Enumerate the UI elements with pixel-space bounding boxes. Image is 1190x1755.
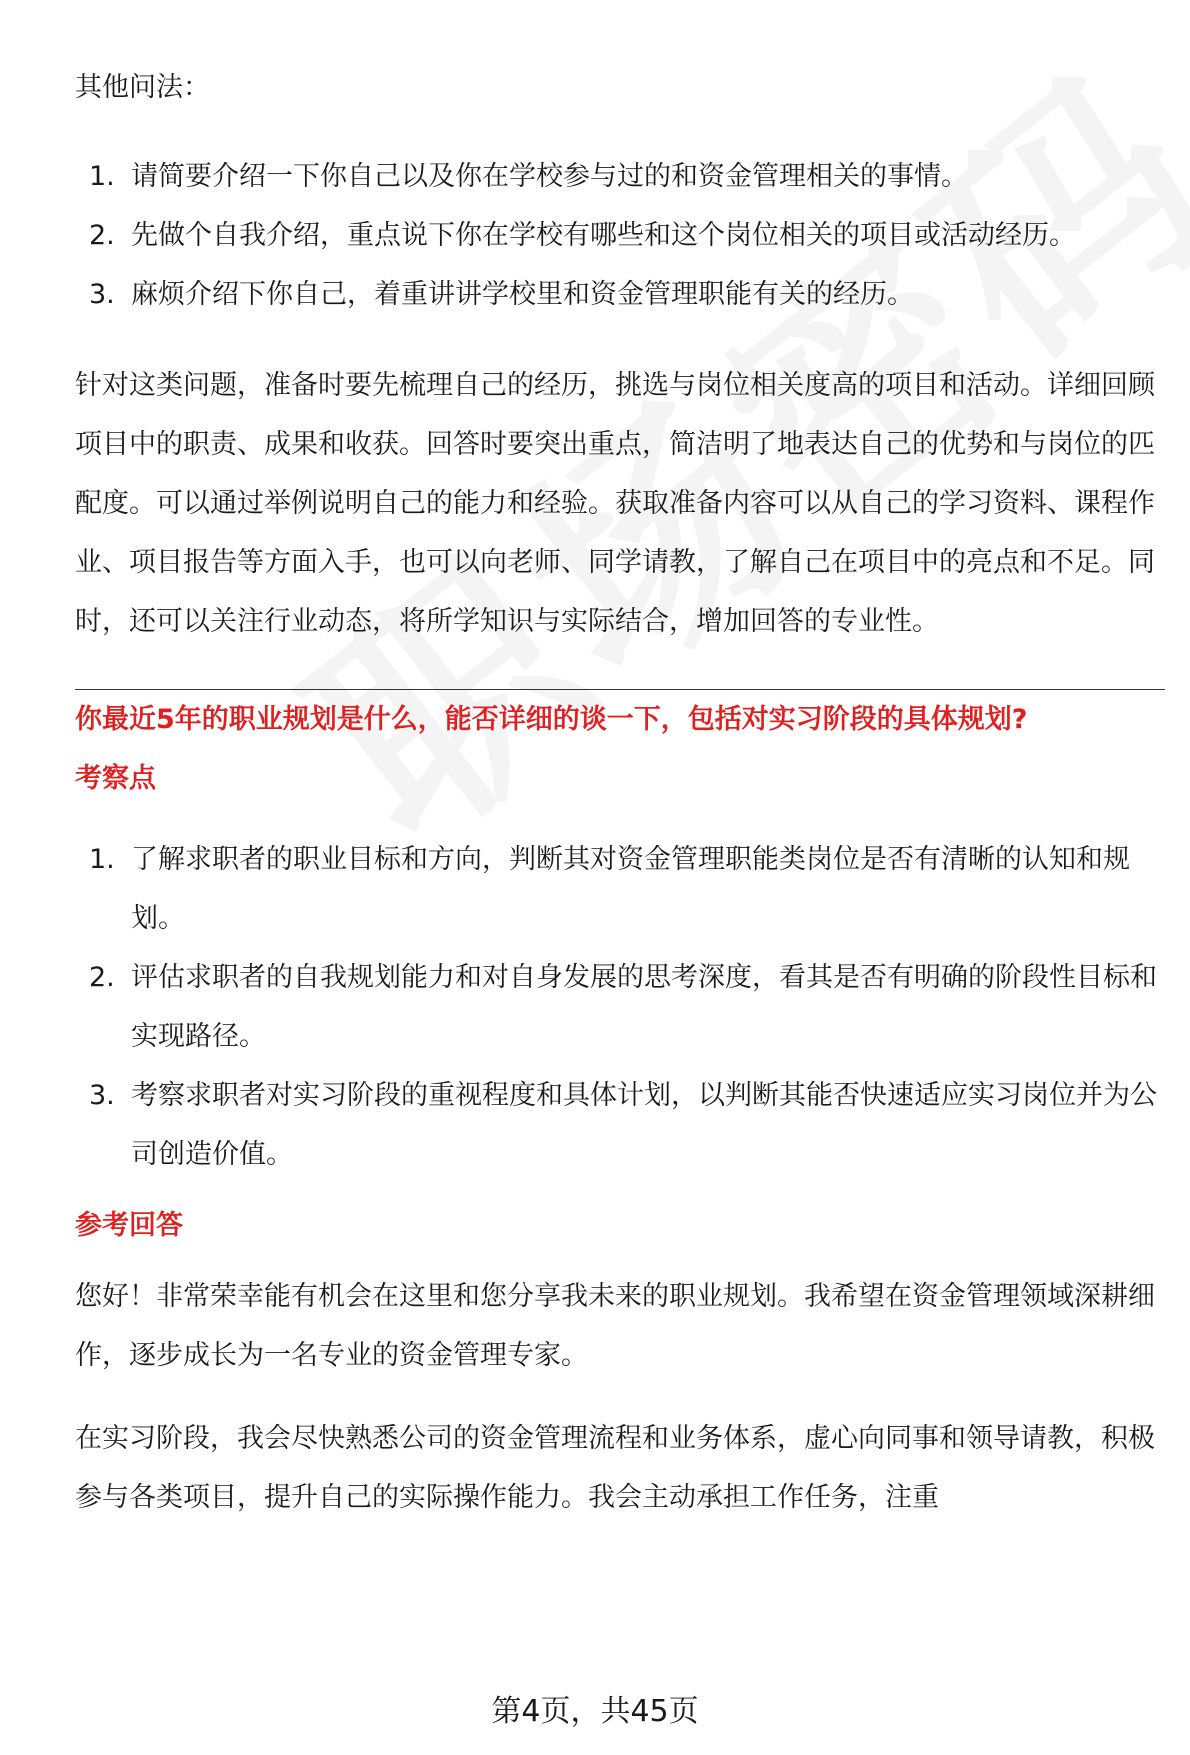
list-number: 3. [89, 279, 115, 310]
list-number: 1. [89, 844, 115, 875]
list-item [75, 948, 1165, 1066]
list-number: 3. [89, 1080, 115, 1111]
answer-paragraph: 在实习阶段，我会尽快熟悉公司的资金管理流程和业务体系，虚心向同事和领导请教，积极参与各类项目，提升自己的实际操作能力。我会主动承担工作任务，注重 [75, 1423, 1155, 1513]
page-content [75, 58, 1165, 1527]
list-number: 1. [89, 161, 115, 192]
list-number: 2. [89, 220, 115, 251]
assessment-heading: 考察点 [75, 763, 156, 794]
list-number: 2. [89, 962, 115, 993]
list-text: 先做个自我介绍，重点说下你在学校有哪些和这个岗位相关的项目或活动经历。 [131, 220, 1076, 251]
list-item [75, 265, 1165, 324]
list-item [75, 1066, 1165, 1184]
list-text: 麻烦介绍下你自己，着重讲讲学校里和资金管理职能有关的经历。 [131, 279, 914, 310]
answer-paragraph: 您好！非常荣幸能有机会在这里和您分享我未来的职业规划。我希望在资金管理领域深耕细作，逐步成长为一名专业的资金管理专家。 [75, 1281, 1155, 1371]
list-text: 考察求职者对实习阶段的重视程度和具体计划，以判断其能否快速适应实习岗位并为公司创造价值。 [131, 1080, 1157, 1170]
list-item [75, 147, 1165, 206]
list-text: 请简要介绍一下你自己以及你在学校参与过的和资金管理相关的事情。 [131, 161, 968, 192]
assessment-list [75, 830, 1165, 1184]
list-text: 评估求职者的自我规划能力和对自身发展的思考深度，看其是否有明确的阶段性目标和实现路径。 [131, 962, 1157, 1052]
list-text: 了解求职者的职业目标和方向，判断其对资金管理职能类岗位是否有清晰的认知和规划。 [131, 844, 1130, 934]
advice-paragraph: 针对这类问题，准备时要先梳理自己的经历，挑选与岗位相关度高的项目和活动。详细回顾项目中的职责、成果和收获。回答时要突出重点，简洁明了地表达自己的优势和与岗位的匹配度。可以通过举例说明自己的能力和经验。获取准备内容可以从自己的学习资料、课程作业、项目报告等方面入手，也可以向老师、同学请教，了解自己在项目中的亮点和不足。同时，还可以关注行业动态，将所学知识与实际结合，增加回答的专业性。 [75, 370, 1155, 637]
list-item [75, 206, 1165, 265]
page-number: 第4页，共45页 [491, 1694, 699, 1729]
other-questions-heading: 其他问法： [75, 72, 210, 103]
question-title: 你最近5年的职业规划是什么，能否详细的谈一下，包括对实习阶段的具体规划? [75, 704, 1028, 735]
list-item [75, 830, 1165, 948]
answer-heading: 参考回答 [75, 1210, 183, 1241]
other-questions-list [75, 147, 1165, 324]
